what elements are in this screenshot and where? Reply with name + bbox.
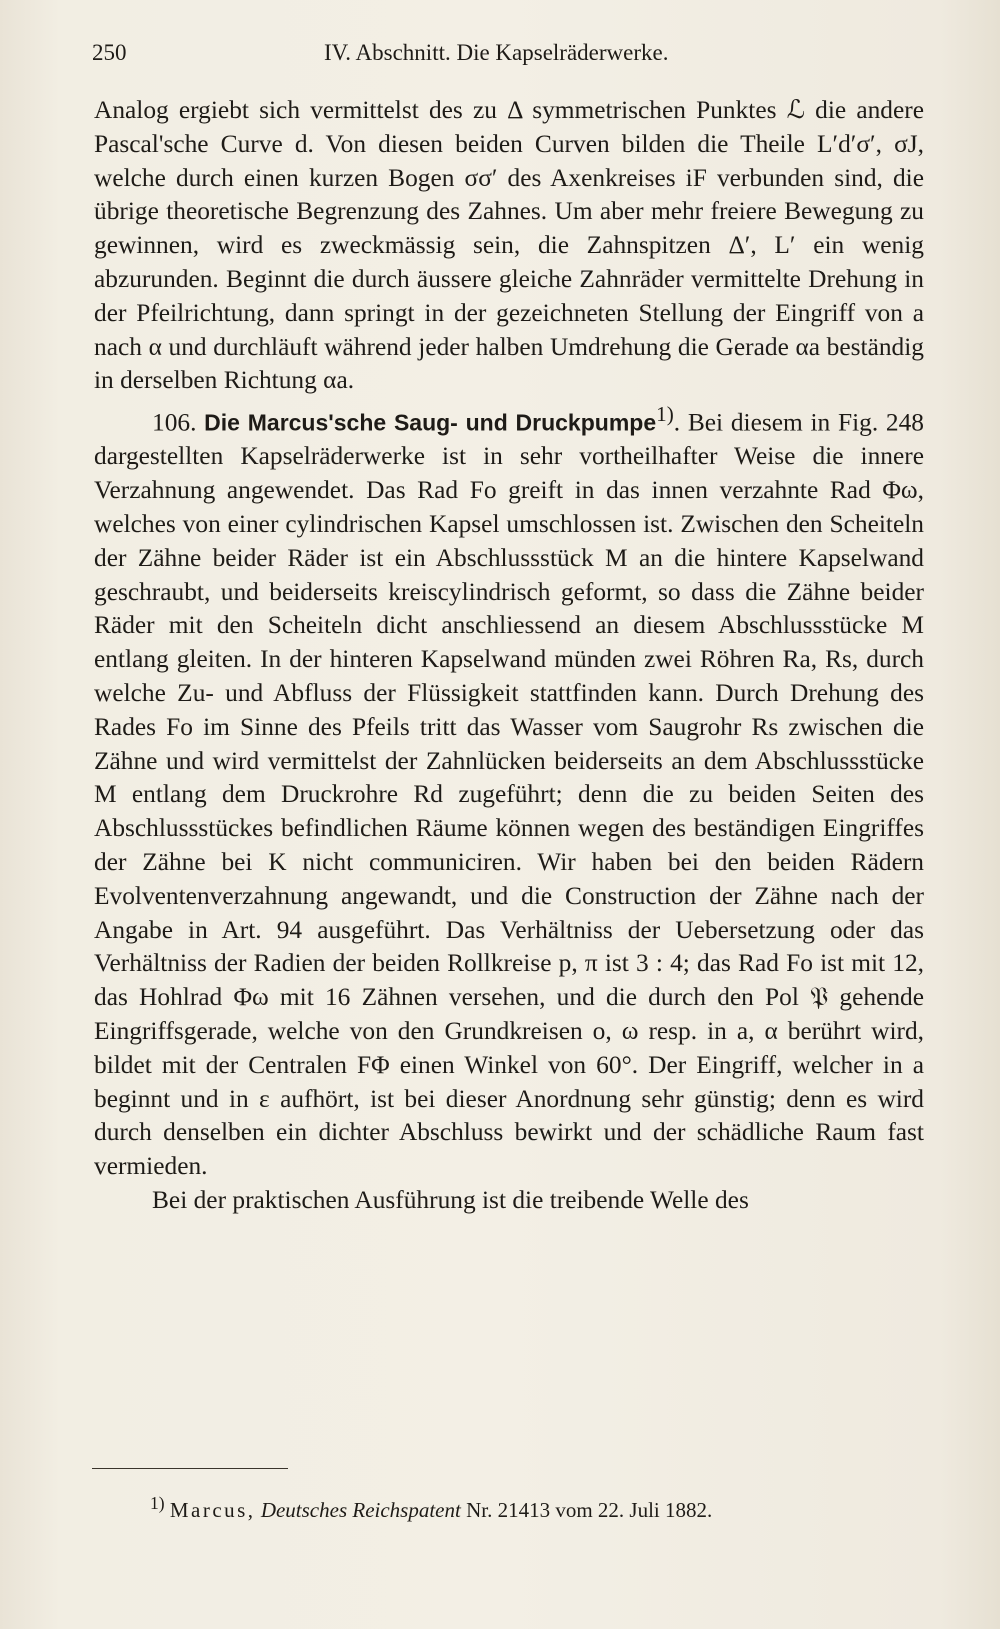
footnote-details: Nr. 21413 vom 22. Juli 1882. bbox=[466, 1498, 713, 1522]
section-number: 106. bbox=[152, 408, 197, 437]
footnote-author: Marcus, bbox=[169, 1498, 256, 1522]
paragraph-1: Analog ergiebt sich vermittelst des zu Δ symmetrischen Punktes ℒ die andere Pascal'sche Curve d. Von diesen beiden Curven bilden die Theile L′d′σ′, σJ, welche durch einen kurzen Bogen σσ′ des Axenkreises iF verbunden sind, die übrige theoretische Begrenzung des Zahnes. Um aber mehr freiere Bewegung zu gewinnen, wird es zweckmässig sein, die Zahnspitzen Δ′, L′ ein wenig abzurunden. Beginnt die durch äussere gleiche Zahnräder vermittelte Drehung in der Pfeilrichtung, dann springt in der gezeichneten Stellung der Eingriff von a nach α und durchläuft während jeder halben Umdrehung die Gerade αa beständig in derselben Richtung αa. bbox=[94, 96, 924, 395]
paragraph-3: Bei der praktischen Ausführung ist die treibende Welle des bbox=[152, 1185, 749, 1214]
footnote-reference: 1) bbox=[656, 402, 674, 427]
section-title: Die Marcus'sche Saug- und Druckpumpe bbox=[204, 409, 657, 436]
footnote-title: Deutsches Reichspatent bbox=[260, 1498, 461, 1522]
body-text bbox=[94, 94, 924, 1218]
page-number: 250 bbox=[92, 40, 127, 65]
paragraph-2: 106. Die Marcus'sche Saug- und Druckpumpe$^{1)}$. Bei diesem in Fig. 248 dargestellten Kapselräderwerke ist in sehr vortheilhafter Weise die innere Verzahnung angewendet. Das Rad Fo greift in das innen verzahnte Rad Φω, welches von einer cylindrischen Kapsel umschlossen ist. Zwischen den Scheiteln der Zähne beider Räder ist ein Abschlussstück M an die hintere Kapselwand geschraubt, und beiderseits kreiscylindrisch geformt, so dass die Zähne beider Räder mit den Scheiteln dicht anschliessend an diesem Abschlussstücke M entlang gleiten. In der hinteren Kapselwand münden zwei Röhren Ra, Rs, durch welche Zu- und Abfluss der Flüssigkeit stattfinden kann. Durch Drehung des Rades Fo im Sinne des Pfeils tritt das Wasser vom Saugrohr Rs zwischen die Zähne und wird vermittelst der Zahnlücken beiderseits an dem Abschlussstücke M entlang dem Druckrohre Rd zugeführt; denn die zu beiden Seiten des Abschlussstückes befindlichen Räume können wegen des beständigen Eingriffes der Zähne bei K nicht communiciren. Wir haben bei den beiden Rädern Evolventenverzahnung angewandt, und die Construction der Zähne nach der Angabe in Art. 94 ausgeführt. Das Verhältniss der Uebersetzung oder das Verhältniss der Radien der beiden Rollkreise p, π ist 3 : 4; das Rad Fo ist mit 12, das Hohlrad Φω mit 16 Zähnen versehen, und die durch den Pol 𝔓 gehende Eingriffsgerade, welche von den Grundkreisen o, ω resp. in a, α berührt wird, bildet mit der Centralen FΦ einen Winkel von 60°. Der Eingriff, welcher in a beginnt und in ε aufhört, ist bei dieser Anordnung sehr günstig; denn es wird durch denselben ein dichter Abschluss bewirkt und der schädliche Raum fast vermieden. bbox=[94, 402, 924, 1181]
footnote-marker: 1) bbox=[150, 1493, 165, 1513]
running-title: IV. Abschnitt. Die Kapselräderwerke. bbox=[324, 40, 669, 65]
paragraph-2-text: Bei diesem in Fig. 248 dargestellten Kapselräderwerke ist in sehr vortheilhafter Weise die innere Verzahnung angewendet. Das Rad Fo greift in das innen verzahnte Rad Φω, welches von einer cylindrischen Kapsel umschlossen ist. Zwischen den Scheiteln der Zähne beider Räder ist ein Abschlussstück M an die hintere Kapselwand geschraubt, und beiderseits kreiscylindrisch geformt, so dass die Zähne beider Räder mit den Scheiteln dicht anschliessend an diesem Abschlussstücke M entlang gleiten. In der hinteren Kapselwand münden zwei Röhren Ra, Rs, durch welche Zu- und Abfluss der Flüssigkeit stattfinden kann. Durch Drehung des Rades Fo im Sinne des Pfeils tritt das Wasser vom Saugrohr Rs zwischen die Zähne und wird vermittelst der Zahnlücken beiderseits an dem Abschlussstücke M entlang dem Druckrohre Rd zugeführt; denn die zu beiden Seiten des Abschlussstückes befindlichen Räume können wegen des beständigen Eingriffes der Zähne bei K nicht communiciren. Wir haben bei den beiden Rädern Evolventenverzahnung angewandt, und die Construction der Zähne nach der Angabe in Art. 94 ausgeführt. Das Verhältniss der Uebersetzung oder das Verhältniss der Radien der beiden Rollkreise p, π ist 3 : 4; das Rad Fo ist mit 12, das Hohlrad Φω mit 16 Zähnen versehen, und die durch den Pol 𝔓 gehende Eingriffsgerade, welche von den Grundkreisen o, ω resp. in a, α berührt wird, bildet mit der Centralen FΦ einen Winkel von 60°. Der Eingriff, welcher in a beginnt und in ε aufhört, ist bei dieser Anordnung sehr günstig; denn es wird durch denselben ein dichter Abschluss bewirkt und der schädliche Raum fast vermieden. bbox=[94, 408, 924, 1181]
footnote bbox=[150, 1488, 910, 1525]
running-header bbox=[92, 40, 922, 80]
footnote-divider bbox=[92, 1468, 288, 1469]
